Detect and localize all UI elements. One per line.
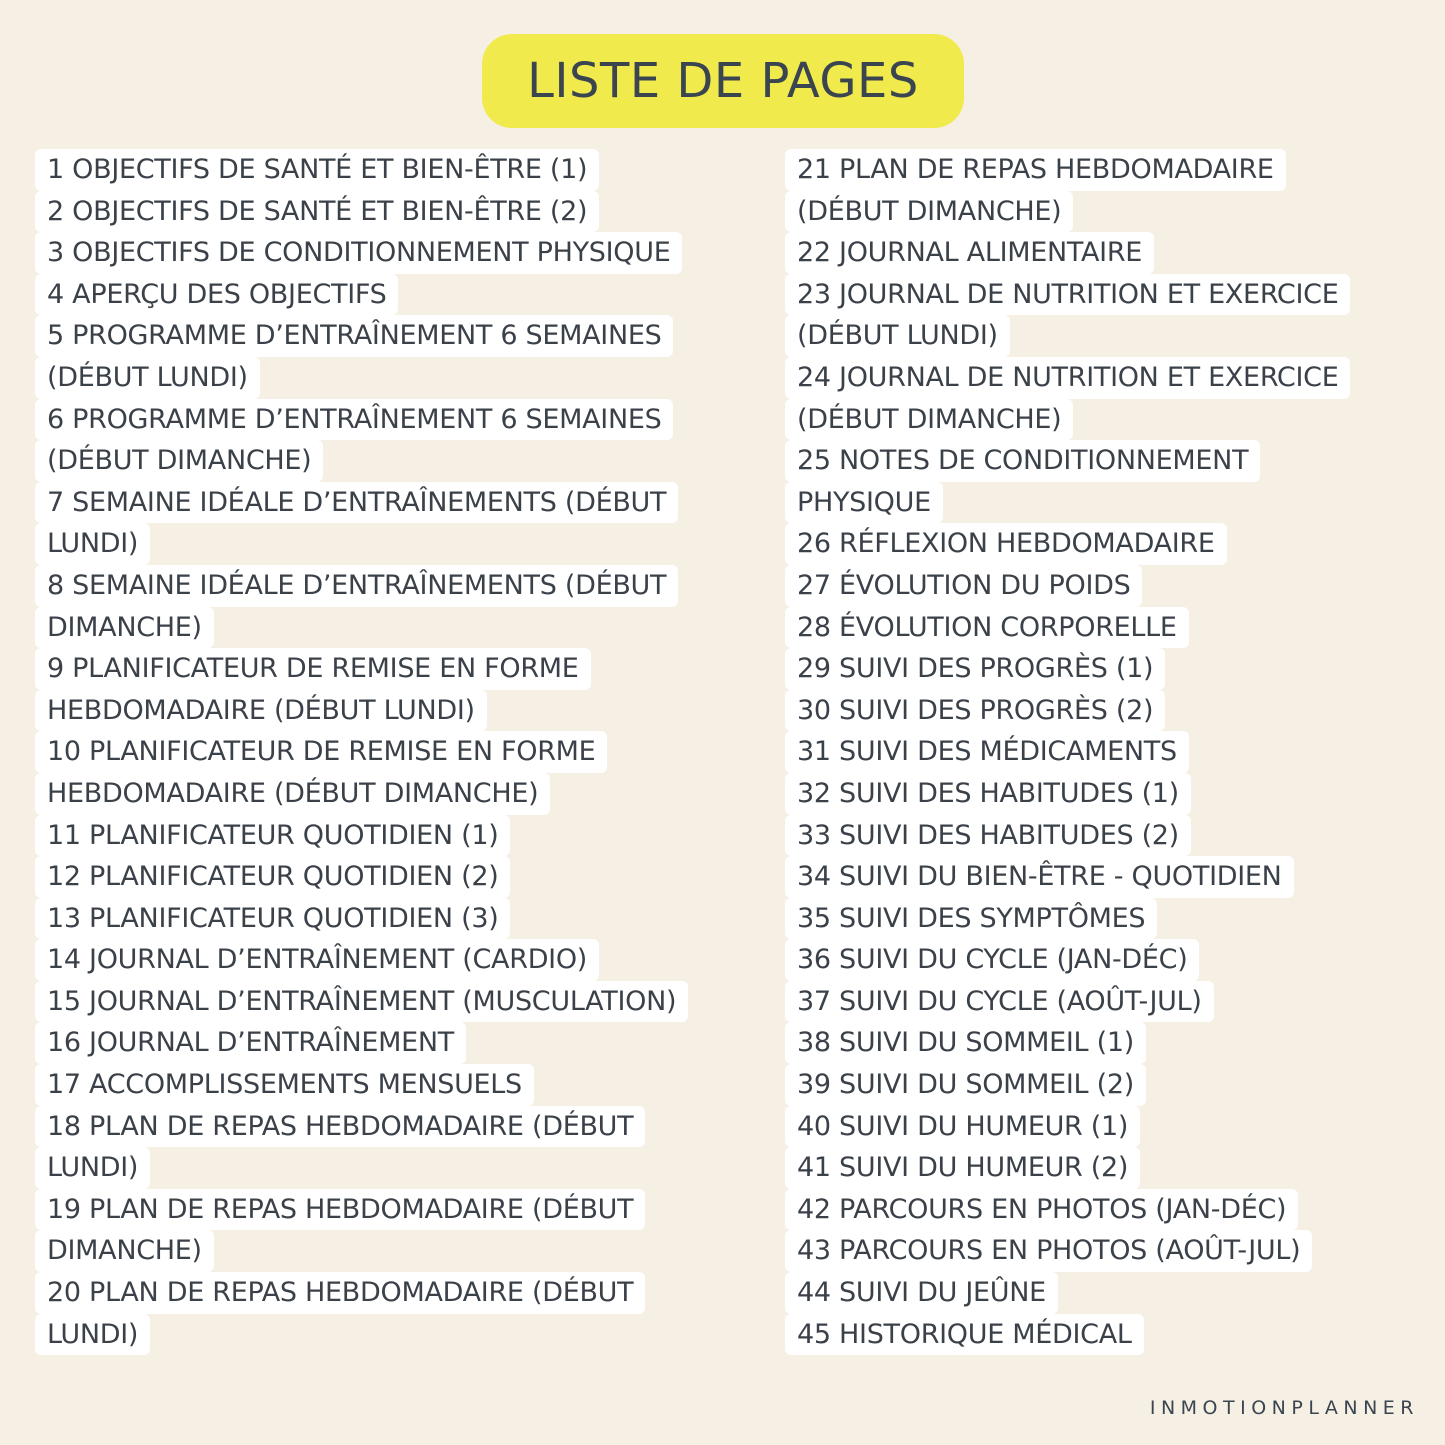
list-line: 36 SUIVI DU CYCLE (JAN-DÉC) <box>785 939 1199 981</box>
list-line: 40 SUIVI DU HUMEUR (1) <box>785 1106 1140 1148</box>
list-line: (DÉBUT DIMANCHE) <box>785 399 1073 441</box>
list-line: 16 JOURNAL D’ENTRAÎNEMENT <box>35 1022 466 1064</box>
list-line: 43 PARCOURS EN PHOTOS (AOÛT-JUL) <box>785 1230 1312 1272</box>
list-line: (DÉBUT DIMANCHE) <box>35 440 323 482</box>
list-line: LUNDI) <box>35 1147 150 1189</box>
list-line: 1 OBJECTIFS DE SANTÉ ET BIEN-ÊTRE (1) <box>35 149 599 191</box>
list-line: LUNDI) <box>35 1314 150 1356</box>
list-line: 2 OBJECTIFS DE SANTÉ ET BIEN-ÊTRE (2) <box>35 191 599 233</box>
list-line: 28 ÉVOLUTION CORPORELLE <box>785 607 1189 649</box>
list-line: 35 SUIVI DES SYMPTÔMES <box>785 898 1157 940</box>
list-line: 4 APERÇU DES OBJECTIFS <box>35 274 398 316</box>
list-line: 9 PLANIFICATEUR DE REMISE EN FORME <box>35 648 591 690</box>
list-line: 38 SUIVI DU SOMMEIL (1) <box>785 1022 1146 1064</box>
list-line: PHYSIQUE <box>785 482 943 524</box>
list-line: 39 SUIVI DU SOMMEIL (2) <box>785 1064 1146 1106</box>
list-line: DIMANCHE) <box>35 1230 214 1272</box>
list-line: 33 SUIVI DES HABITUDES (2) <box>785 815 1191 857</box>
list-line: 11 PLANIFICATEUR QUOTIDIEN (1) <box>35 815 510 857</box>
list-line: 25 NOTES DE CONDITIONNEMENT <box>785 440 1260 482</box>
list-line: 21 PLAN DE REPAS HEBDOMADAIRE <box>785 149 1286 191</box>
list-line: 30 SUIVI DES PROGRÈS (2) <box>785 690 1165 732</box>
list-line: (DÉBUT DIMANCHE) <box>785 191 1073 233</box>
list-line: 17 ACCOMPLISSEMENTS MENSUELS <box>35 1064 534 1106</box>
list-line: 22 JOURNAL ALIMENTAIRE <box>785 232 1154 274</box>
list-line: 34 SUIVI DU BIEN-ÊTRE - QUOTIDIEN <box>785 856 1294 898</box>
list-line: 15 JOURNAL D’ENTRAÎNEMENT (MUSCULATION) <box>35 981 688 1023</box>
list-line: 27 ÉVOLUTION DU POIDS <box>785 565 1142 607</box>
list-line: 42 PARCOURS EN PHOTOS (JAN-DÉC) <box>785 1189 1298 1231</box>
list-line: 6 PROGRAMME D’ENTRAÎNEMENT 6 SEMAINES <box>35 399 673 441</box>
list-line: 44 SUIVI DU JEÛNE <box>785 1272 1058 1314</box>
list-line: 5 PROGRAMME D’ENTRAÎNEMENT 6 SEMAINES <box>35 315 673 357</box>
list-line: 3 OBJECTIFS DE CONDITIONNEMENT PHYSIQUE <box>35 232 682 274</box>
list-line: 12 PLANIFICATEUR QUOTIDIEN (2) <box>35 856 510 898</box>
right-page-list <box>785 149 1350 1355</box>
brand-wordmark: INMOTIONPLANNER <box>1149 1397 1419 1419</box>
left-page-list <box>35 149 688 1355</box>
list-line: 18 PLAN DE REPAS HEBDOMADAIRE (DÉBUT <box>35 1106 645 1148</box>
list-line: 19 PLAN DE REPAS HEBDOMADAIRE (DÉBUT <box>35 1189 645 1231</box>
list-line: 29 SUIVI DES PROGRÈS (1) <box>785 648 1165 690</box>
list-line: LUNDI) <box>35 523 150 565</box>
list-line: 14 JOURNAL D’ENTRAÎNEMENT (CARDIO) <box>35 939 599 981</box>
list-line: HEBDOMADAIRE (DÉBUT DIMANCHE) <box>35 773 550 815</box>
list-line: 26 RÉFLEXION HEBDOMADAIRE <box>785 523 1227 565</box>
list-line: (DÉBUT LUNDI) <box>35 357 260 399</box>
list-line: 23 JOURNAL DE NUTRITION ET EXERCICE <box>785 274 1350 316</box>
list-line: 24 JOURNAL DE NUTRITION ET EXERCICE <box>785 357 1350 399</box>
list-line: 41 SUIVI DU HUMEUR (2) <box>785 1147 1140 1189</box>
list-line: 37 SUIVI DU CYCLE (AOÛT-JUL) <box>785 981 1214 1023</box>
list-line: HEBDOMADAIRE (DÉBUT LUNDI) <box>35 690 487 732</box>
list-line: 45 HISTORIQUE MÉDICAL <box>785 1314 1144 1356</box>
list-line: 31 SUIVI DES MÉDICAMENTS <box>785 731 1189 773</box>
list-line: (DÉBUT LUNDI) <box>785 315 1010 357</box>
list-line: 20 PLAN DE REPAS HEBDOMADAIRE (DÉBUT <box>35 1272 645 1314</box>
list-line: 10 PLANIFICATEUR DE REMISE EN FORME <box>35 731 607 773</box>
list-line: 32 SUIVI DES HABITUDES (1) <box>785 773 1191 815</box>
list-line: 13 PLANIFICATEUR QUOTIDIEN (3) <box>35 898 510 940</box>
page-title: LISTE DE PAGES <box>527 53 919 109</box>
list-line: 8 SEMAINE IDÉALE D’ENTRAÎNEMENTS (DÉBUT <box>35 565 678 607</box>
title-pill <box>482 34 964 128</box>
list-line: 7 SEMAINE IDÉALE D’ENTRAÎNEMENTS (DÉBUT <box>35 482 678 524</box>
list-line: DIMANCHE) <box>35 607 214 649</box>
